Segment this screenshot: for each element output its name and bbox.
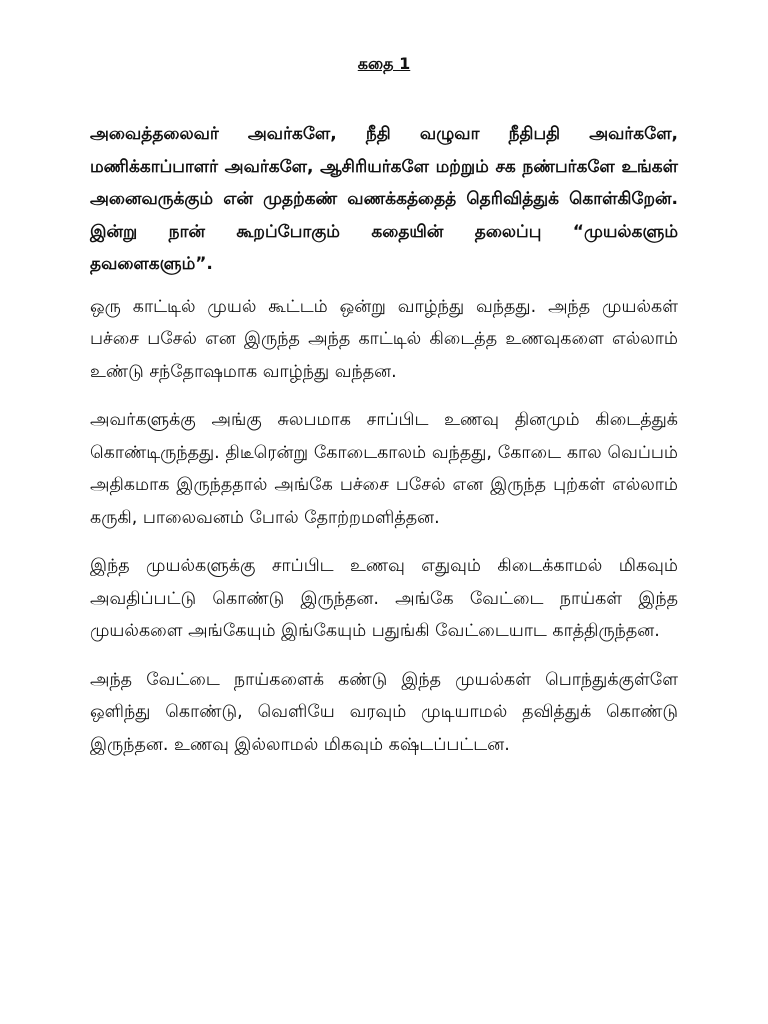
story-paragraph-3: இந்த முயல்களுக்கு சாப்பிட உணவு எதுவும் கிடைக்காமல் மிகவும் அவதிப்பட்டு கொண்டு இருந்தன. அங்கே வேட்டை நாய்கள் இந்த முயல்களை அங்கேயும் இங்கேயும் பதுங்கி வேட்டையாட காத்திருந்தன.: [90, 556, 678, 642]
story-title: கதை 1: [357, 54, 411, 73]
story-paragraph-2: அவர்களுக்கு அங்கு சுலபமாக சாப்பிட உணவு தினமும் கிடைத்துக் கொண்டிருந்தது. திடீரென்று கோடைகாலம் வந்தது, கோடை கால வெப்பம் அதிகமாக இருந்ததால் அங்கே பச்சை பசேல் என இருந்த புற்கள் எல்லாம் கருகி, பாலைவனம் போல் தோற்றமளித்தன.: [90, 410, 678, 528]
document-page: [90, 50, 678, 777]
story-paragraph-1: ஒரு காட்டில் முயல் கூட்டம் ஒன்று வாழ்ந்து வந்தது. அந்த முயல்கள் பச்சை பசேல் என இருந்த அந்த காட்டில் கிடைத்த உணவுகளை எல்லாம் உண்டு சந்தோஷமாக வாழ்ந்து வந்தன.: [90, 296, 678, 382]
story-paragraph-4: அந்த வேட்டை நாய்களைக் கண்டு இந்த முயல்கள் பொந்துக்குள்ளே ஒளிந்து கொண்டு, வெளியே வரவும் முடியாமல் தவித்துக் கொண்டு இருந்தன. உணவு இல்லாமல் மிகவும் கஷ்டப்பட்டன.: [90, 669, 678, 755]
intro-paragraph: அவைத்தலைவர் அவர்களே, நீதி வழுவா நீதிபதி அவர்களே, மணிக்காப்பாளர் அவர்களே, ஆசிரியர்களே மற்றும் சக நண்பர்களே உங்கள் அனைவருக்கும் என் முதற்கண் வணக்கத்தைத் தெரிவித்துக் கொள்கிறேன். இன்று நான் கூறப்போகும் கதையின் தலைப்பு “முயல்களும் தவளைகளும்”.: [90, 124, 678, 275]
